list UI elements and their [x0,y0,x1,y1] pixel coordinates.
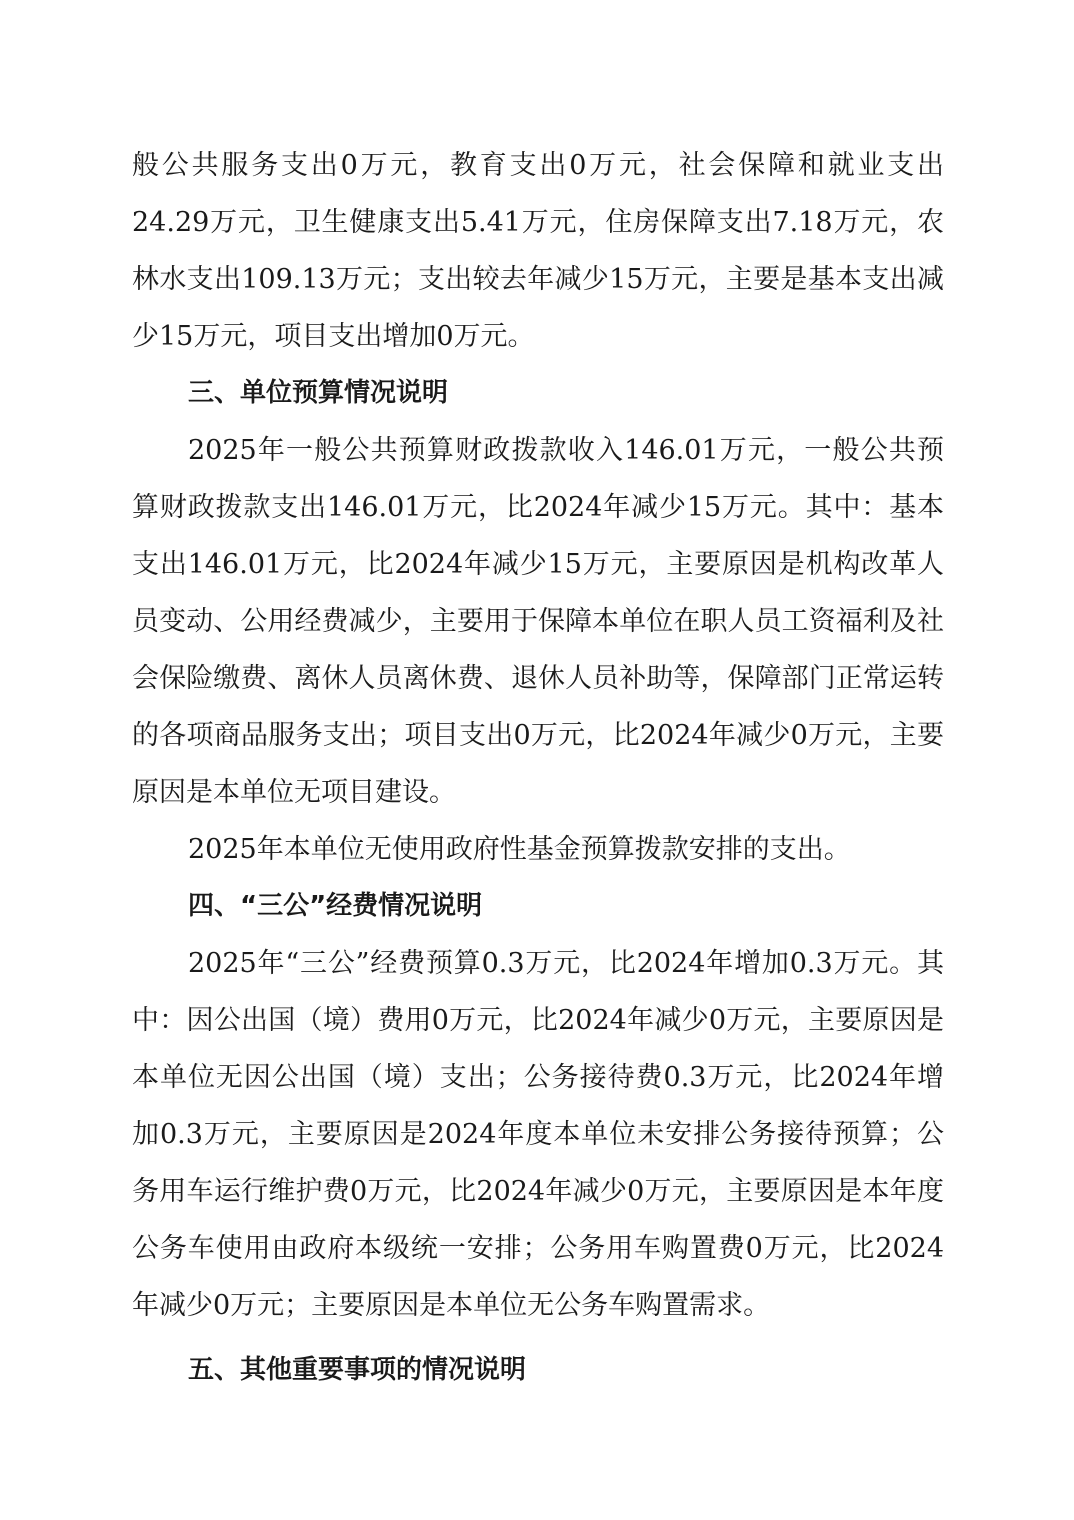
expenditure-paragraph: 般公共服务支出0万元，教育支出0万元，社会保障和就业支出24.29万元，卫生健康支出5.41万元，住房保障支出7.18万元，农林水支出109.13万元；支出较去年减少15万元，主要是基本支出减少15万元，项目支出增加0万元。 [132,150,944,352]
section-heading-other-matters: 五、其他重要事项的情况说明 [188,1355,527,1385]
government-fund-paragraph: 2025年本单位无使用政府性基金预算拨款安排的支出。 [188,834,851,865]
unit-budget-paragraph: 2025年一般公共预算财政拨款收入146.01万元，一般公共预算财政拨款支出146.01万元，比2024年减少15万元。其中：基本支出146.01万元，比2024年减少15万元，主要原因是机构改革人员变动、公用经费减少，主要用于保障本单位在职人员工资福利及社会保险缴费、离休人员离休费、退休人员补助等，保障部门正常运转的各项商品服务支出；项目支出0万元，比2024年减少0万元，主要原因是本单位无项目建设。 [132,435,944,808]
section-heading-three-public: 四、“三公”经费情况说明 [188,891,483,921]
section-heading-unit-budget: 三、单位预算情况说明 [188,378,449,408]
document-page [132,137,944,1399]
three-public-paragraph: 2025年“三公”经费预算0.3万元，比2024年增加0.3万元。其中：因公出国（境）费用0万元，比2024年减少0万元，主要原因是本单位无因公出国（境）支出；公务接待费0.3万元，比2024年增加0.3万元，主要原因是2024年度本单位未安排公务接待预算；公务用车运行维护费0万元，比2024年减少0万元，主要原因是本年度公务车使用由政府本级统一安排；公务用车购置费0万元，比2024年减少0万元；主要原因是本单位无公务车购置需求。 [132,948,944,1321]
